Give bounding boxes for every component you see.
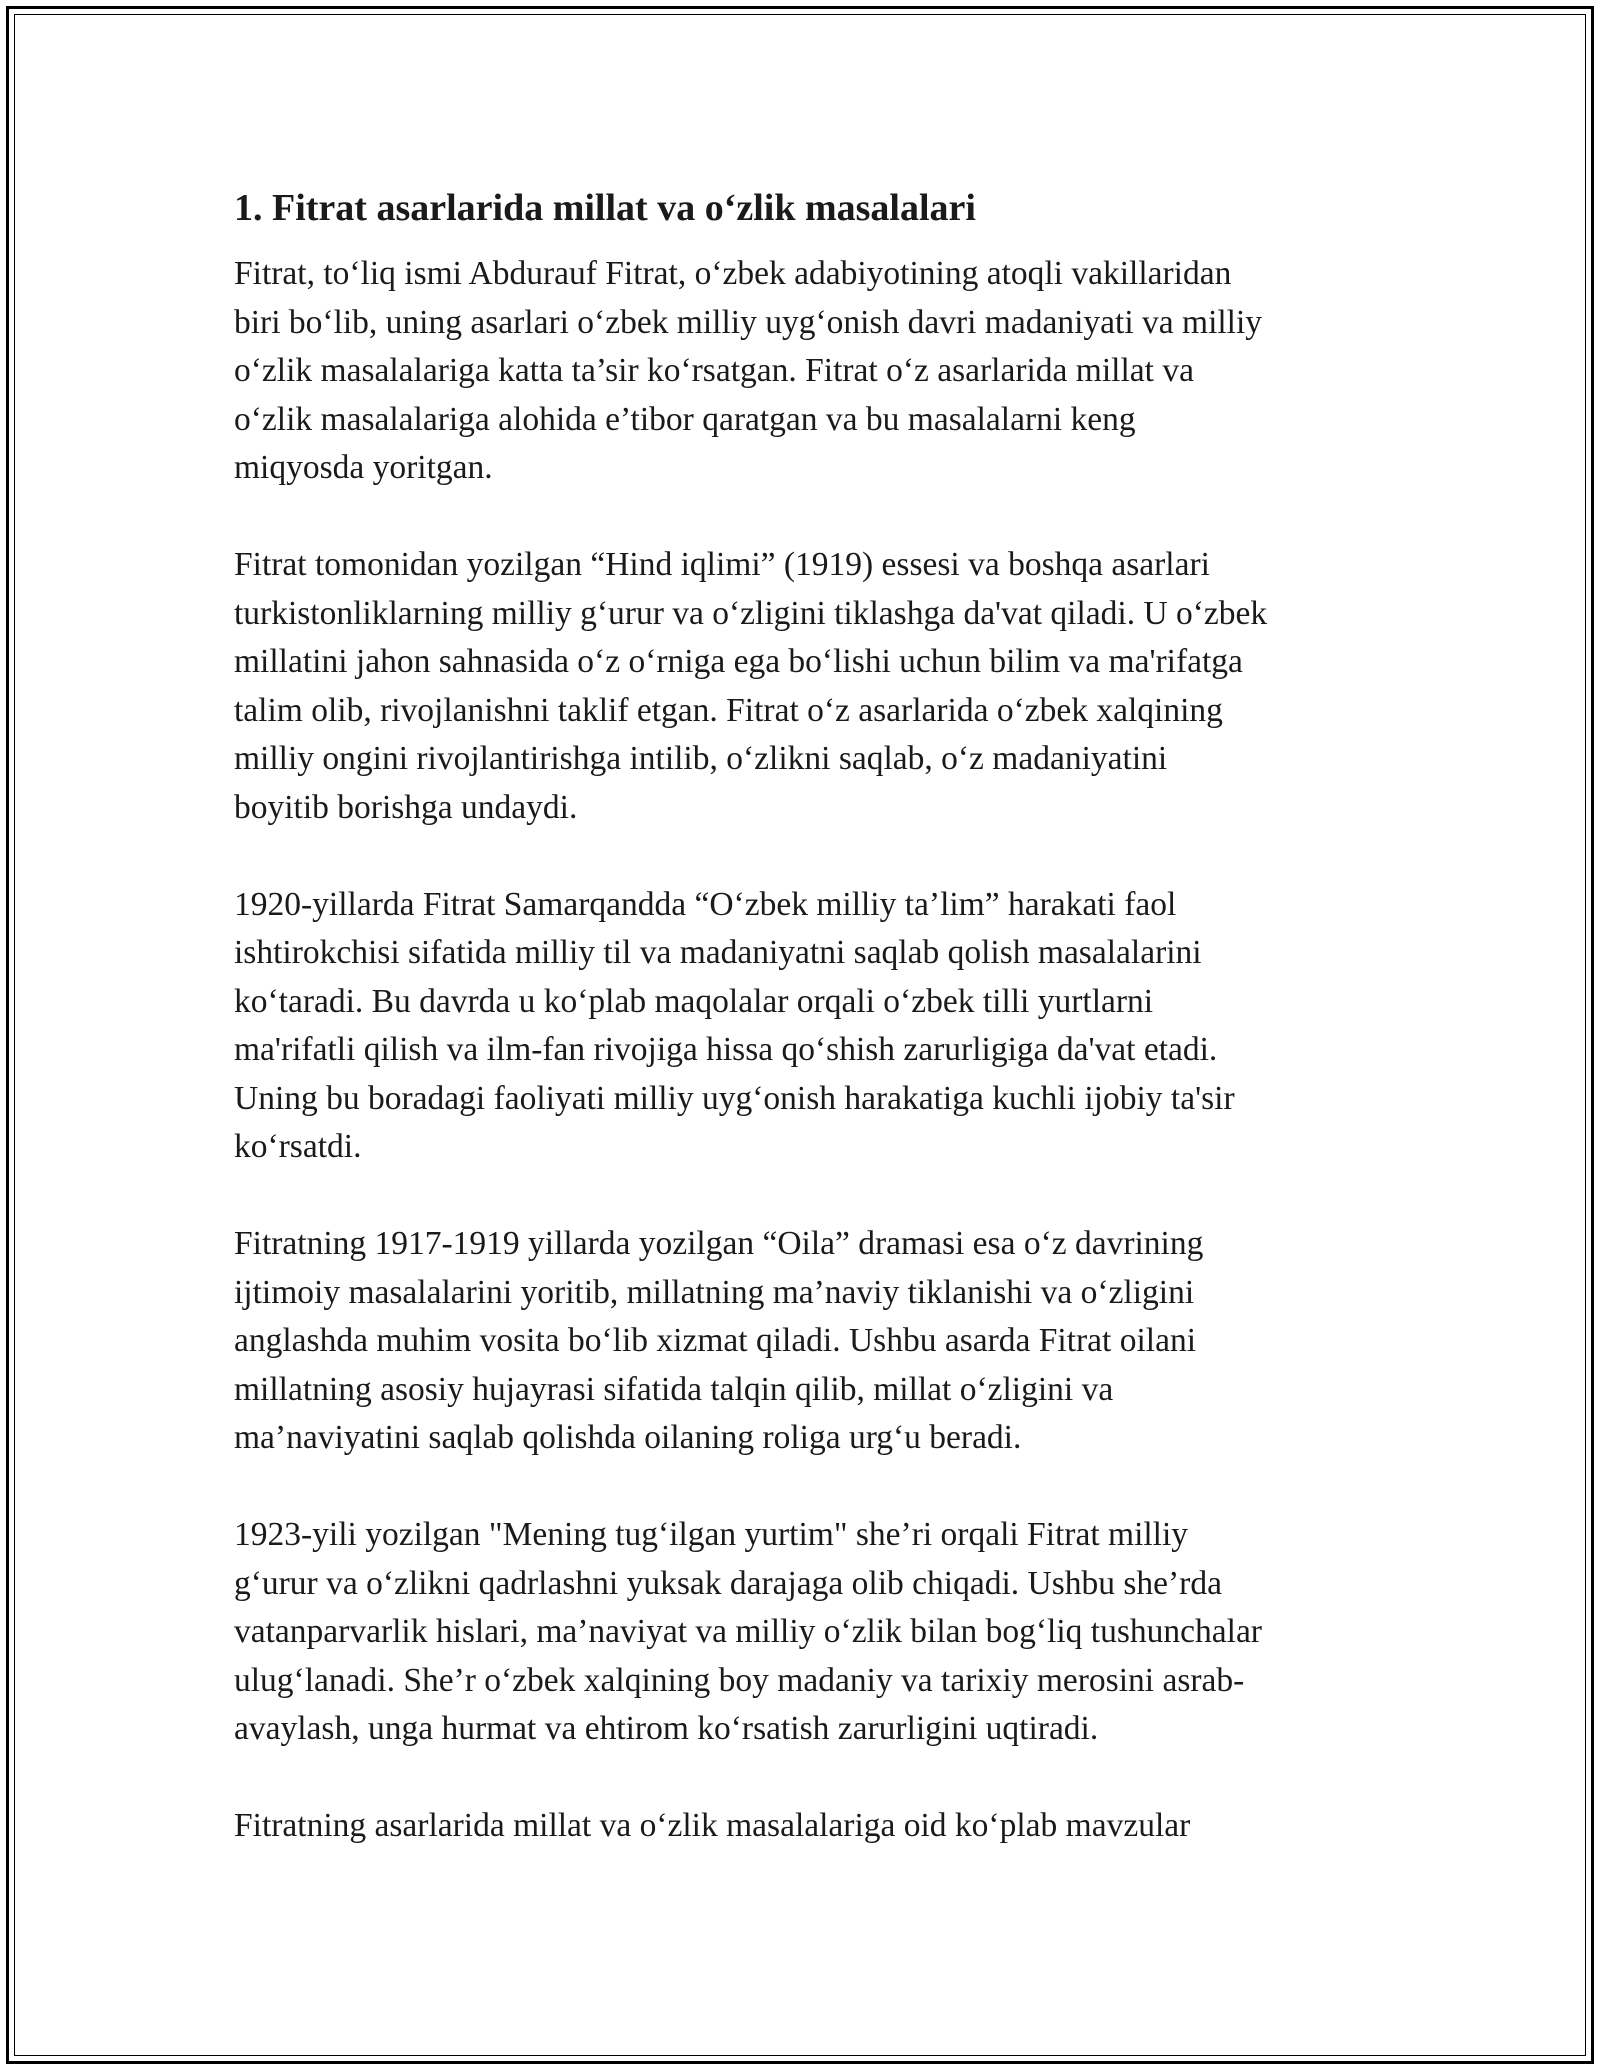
section-heading: 1. Fitrat asarlarida millat va o‘zlik masalalari (234, 187, 976, 229)
paragraph-2: Fitrat tomonidan yozilgan “Hind iqlimi” (1919) essesi va boshqa asarlari turkistonliklarning milliy g‘urur va o‘zligini tiklashga da'vat qiladi. U o‘zbek millatini jahon sahnasida o‘z o‘rniga ega bo‘lishi uchun bilim va ma'rifatga talim olib, rivojlanishni taklif etgan. Fitrat o‘z asarlarida o‘zbek xalqining milliy ongini rivojlantirishga intilib, o‘zlikni saqlab, o‘z madaniyatini boyitib borishga undaydi. (234, 546, 1268, 826)
paragraph-4: Fitratning 1917-1919 yillarda yozilgan “Oila” dramasi esa o‘z davrining ijtimoiy masalalarini yoritib, millatning ma’naviy tiklanishi va o‘zligini anglashda muhim vosita bo‘lib xizmat qiladi. Ushbu asarda Fitrat oilani millatning asosiy hujayrasi sifatida talqin qilib, millat o‘zligini va ma’naviyatini saqlab qolishda oilaning roliga urg‘u beradi. (234, 1225, 1204, 1456)
document-body (234, 184, 1374, 1899)
paragraph-5: 1923-yili yozilgan "Mening tug‘ilgan yurtim" she’ri orqali Fitrat milliy g‘urur va o‘zlikni qadrlashni yuksak darajaga olib chiqadi. Ushbu she’rda vatanparvarlik hislari, ma’naviyat va milliy o‘zlik bilan bog‘liq tushunchalar ulug‘lanadi. She’r o‘zbek xalqining boy madaniy va tarixiy merosini asrab- avaylash, unga hurmat va ehtirom ko‘rsatish zarurligini uqtiradi. (234, 1516, 1262, 1747)
paragraph-1: Fitrat, to‘liq ismi Abdurauf Fitrat, o‘zbek adabiyotining atoqli vakillaridan biri bo‘lib, uning asarlari o‘zbek milliy uyg‘onish davri madaniyati va milliy o‘zlik masalalariga katta ta’sir ko‘rsatgan. Fitrat o‘z asarlarida millat va o‘zlik masalalariga alohida e’tibor qaratgan va bu masalalarni keng miqyosda yoritgan. (234, 255, 1263, 486)
paragraph-6: Fitratning asarlarida millat va o‘zlik masalalariga oid ko‘plab mavzular (234, 1807, 1191, 1844)
paragraph-3: 1920-yillarda Fitrat Samarqandda “O‘zbek milliy ta’lim” harakati faol ishtirokchisi sifatida milliy til va madaniyatni saqlab qolish masalalarini ko‘taradi. Bu davrda u ko‘plab maqolalar orqali o‘zbek tilli yurtlarni ma'rifatli qilish va ilm-fan rivojiga hissa qo‘shish zarurligiga da'vat etadi. Uning bu boradagi faoliyati milliy uyg‘onish harakatiga kuchli ijobiy ta'sir ko‘rsatdi. (234, 885, 1235, 1165)
